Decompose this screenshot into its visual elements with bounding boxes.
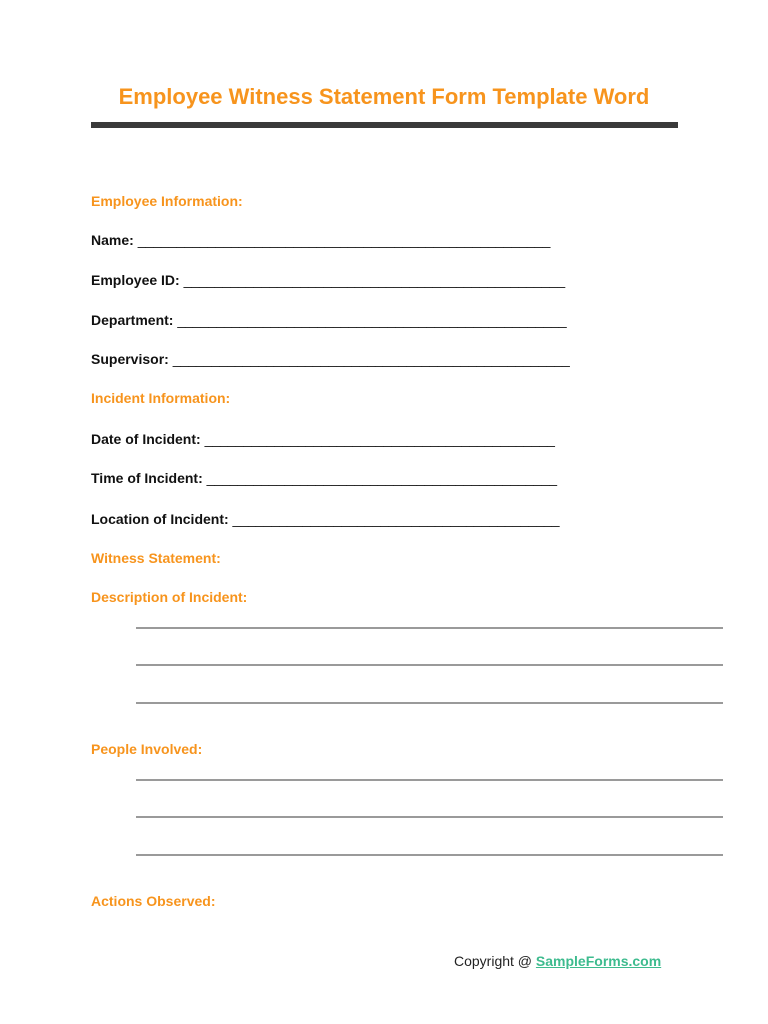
date-of-incident-field[interactable]	[91, 430, 555, 448]
date-of-incident-label: Date of Incident:	[91, 431, 201, 447]
description-write-line[interactable]	[136, 702, 723, 704]
location-of-incident-blank[interactable]: __________________________________________	[232, 511, 560, 527]
people-write-line[interactable]	[136, 779, 723, 781]
time-of-incident-blank[interactable]: _____________________________________________	[206, 470, 558, 486]
supervisor-field[interactable]	[91, 350, 570, 368]
people-write-line[interactable]	[136, 854, 723, 856]
name-label: Name:	[91, 232, 134, 248]
time-of-incident-label: Time of Incident:	[91, 470, 203, 486]
footer-copyright	[454, 952, 661, 970]
page-title: Employee Witness Statement Form Template Word	[118, 84, 650, 109]
date-of-incident-blank[interactable]: _____________________________________________	[204, 431, 555, 447]
copyright-text: Copyright @	[454, 953, 536, 969]
people-write-line[interactable]	[136, 816, 723, 818]
department-label: Department:	[91, 312, 174, 328]
people-involved-heading: People Involved:	[91, 741, 203, 757]
description-write-line[interactable]	[136, 664, 723, 666]
description-write-line[interactable]	[136, 627, 723, 629]
actions-observed-heading: Actions Observed:	[91, 893, 216, 909]
time-of-incident-field[interactable]	[91, 469, 557, 487]
location-of-incident-field[interactable]	[91, 510, 560, 528]
employee-id-blank[interactable]: _________________________________________________	[183, 272, 566, 288]
incident-information-heading: Incident Information:	[91, 390, 231, 406]
sampleforms-link[interactable]: SampleForms.com	[535, 953, 662, 969]
supervisor-label: Supervisor:	[91, 351, 169, 367]
title-divider	[91, 122, 678, 128]
name-blank[interactable]: _____________________________________________________	[137, 232, 551, 248]
employee-information-heading: Employee Information:	[91, 193, 243, 209]
name-field[interactable]	[91, 231, 550, 249]
employee-id-field[interactable]	[91, 271, 565, 289]
description-of-incident-heading: Description of Incident:	[91, 589, 248, 605]
location-of-incident-label: Location of Incident:	[91, 511, 229, 527]
employee-id-label: Employee ID:	[91, 272, 180, 288]
department-field[interactable]	[91, 311, 567, 329]
department-blank[interactable]: __________________________________________________	[177, 312, 567, 328]
witness-statement-heading: Witness Statement:	[91, 550, 221, 566]
supervisor-blank[interactable]: ___________________________________________________	[172, 351, 570, 367]
